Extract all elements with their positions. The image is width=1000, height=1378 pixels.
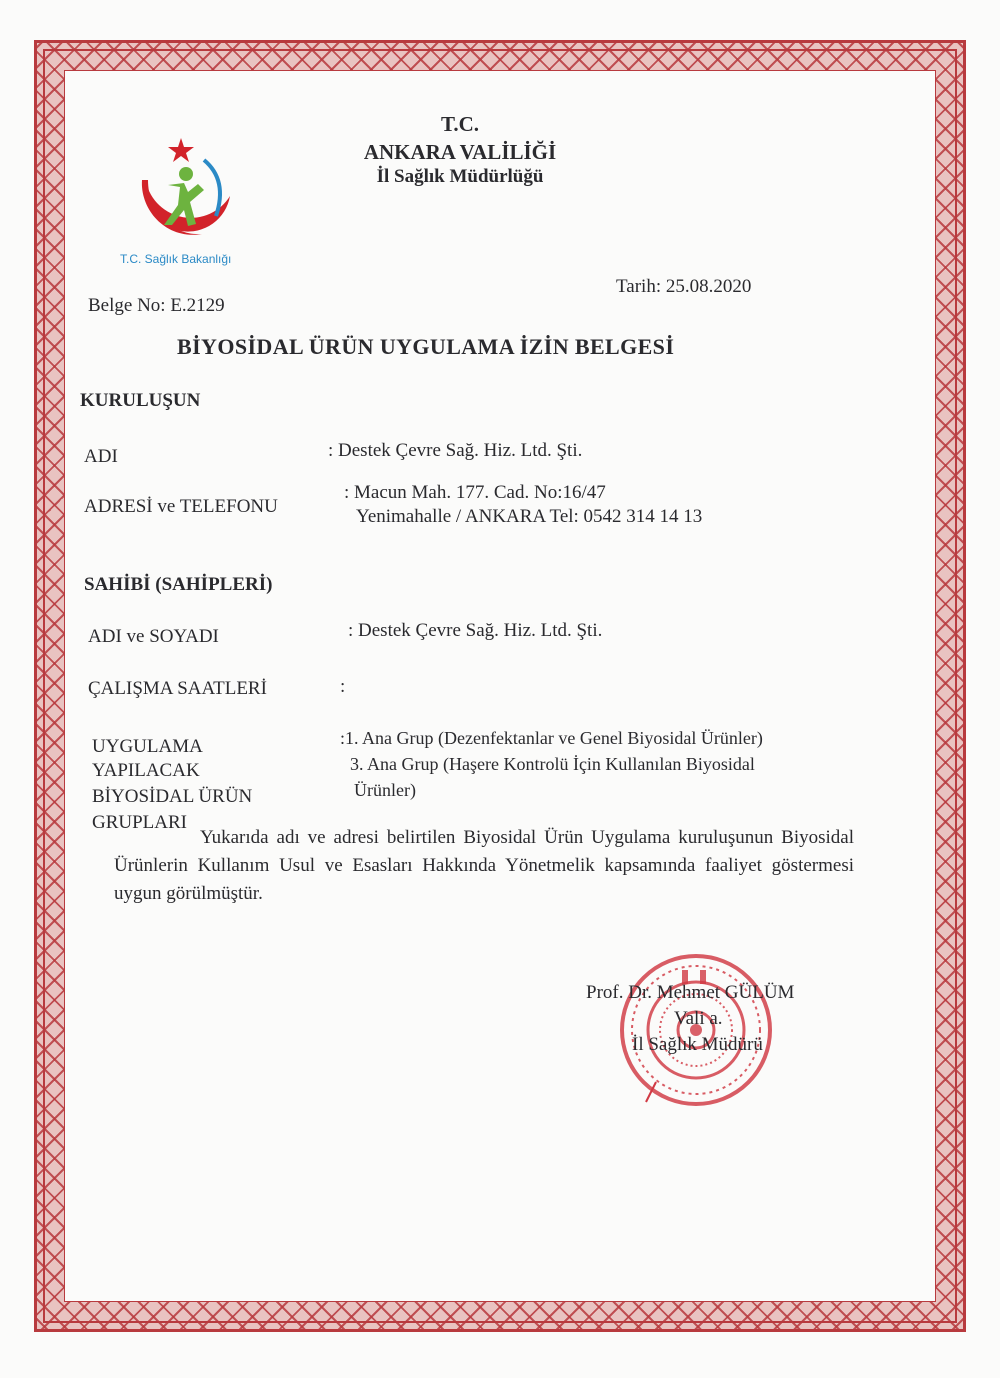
value-adi: : Destek Çevre Sağ. Hiz. Ltd. Şti. (328, 440, 583, 461)
signatory-role-vali: Vali a. (674, 1008, 723, 1029)
section-kurulus: KURULUŞUN (80, 390, 201, 411)
header-mudurluk: İl Sağlık Müdürlüğü (376, 166, 544, 187)
value-calisma-saatleri: : (340, 676, 346, 697)
ministry-logo (118, 130, 258, 270)
group-3-cont: Ürünler) (354, 780, 416, 800)
logo-caption: T.C. Sağlık Bakanlığı (120, 252, 232, 266)
label-adi: ADI (84, 446, 118, 467)
header-valilik: ANKARA VALİLİĞİ (363, 140, 557, 164)
group-3: 3. Ana Grup (Haşere Kontrolü İçin Kullanılan Biyosidal (350, 754, 755, 774)
signatory-role-mudur: İl Sağlık Müdürü (632, 1034, 763, 1055)
label-calisma-saatleri: ÇALIŞMA SAATLERİ (88, 678, 267, 699)
ministry-emblem-icon (118, 130, 258, 270)
label-uygulama-2: YAPILACAK (92, 760, 200, 781)
value-adsoyad: : Destek Çevre Sağ. Hiz. Ltd. Şti. (348, 620, 603, 641)
document-title: BİYOSİDAL ÜRÜN UYGULAMA İZİN BELGESİ (177, 334, 675, 359)
section-sahibi: SAHİBİ (SAHİPLERİ) (84, 574, 273, 595)
value-adres-line2: Yenimahalle / ANKARA Tel: 0542 314 14 13 (356, 506, 703, 527)
signatory-name: Prof. Dr. Mehmet GÜLÜM (586, 982, 795, 1003)
label-adres: ADRESİ ve TELEFONU (84, 496, 278, 517)
tarih: Tarih: 25.08.2020 (616, 276, 752, 297)
label-uygulama-3: BİYOSİDAL ÜRÜN (92, 786, 253, 807)
header-tc: T.C. (440, 112, 480, 136)
group-1: :1. Ana Grup (Dezenfektanlar ve Genel Biyosidal Ürünler) (340, 728, 763, 748)
label-uygulama-4: GRUPLARI (92, 812, 188, 833)
belge-no: Belge No: E.2129 (88, 295, 225, 316)
label-uygulama-1: UYGULAMA (92, 736, 203, 757)
body-paragraph: Yukarıda adı ve adresi belirtilen Biyosidal Ürün Uygulama kuruluşunun Biyosidal Ürünlerin Kullanım Usul ve Esasları Hakkında Yönetmelik kapsamında faaliyet göstermesi uygun görülmüştür. (114, 827, 854, 904)
official-stamp (616, 950, 776, 1110)
value-adres-line1: : Macun Mah. 177. Cad. No:16/47 (344, 482, 606, 503)
official-seal-icon (616, 950, 776, 1110)
label-adsoyad: ADI ve SOYADI (88, 626, 219, 647)
